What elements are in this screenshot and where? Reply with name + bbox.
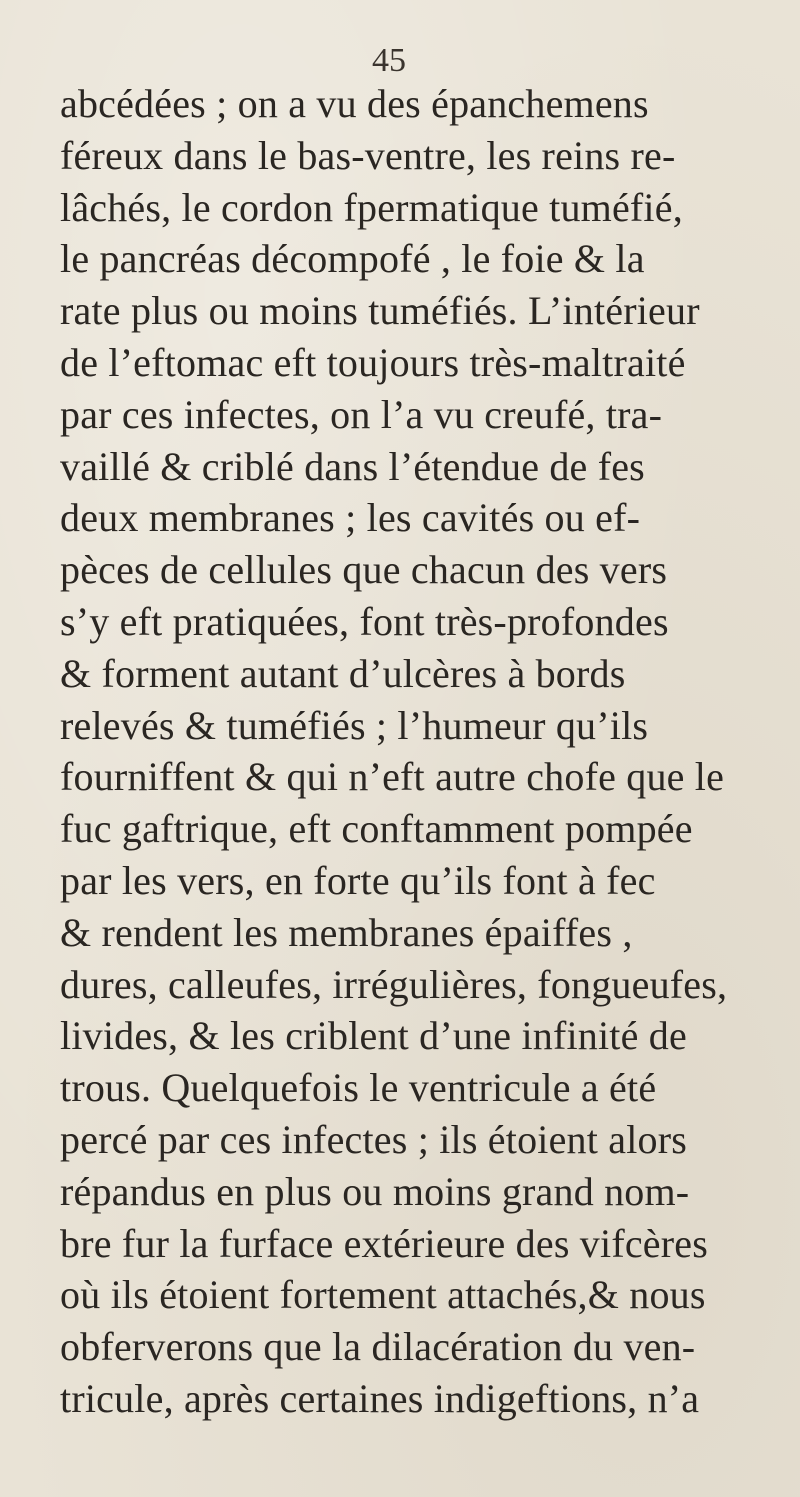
text-line: dures, calleufes, irrégulières, fongueufes, [60, 961, 728, 1007]
text-line: & forment autant d’ulcères à bords [60, 650, 626, 696]
page-number: 45 [372, 42, 406, 79]
text-line: répandus en plus ou moins grand nom- [60, 1168, 690, 1214]
text-line: obferverons que la dilacération du ven- [60, 1324, 696, 1370]
text-line: bre fur la furface extérieure des vifcères [60, 1220, 708, 1266]
text-line: le pancréas décompofé , le foie & la [60, 236, 645, 282]
text-line: fuc gaftrique, eft conftamment pompée [60, 806, 693, 852]
text-line: féreux dans le bas-ventre, les reins re- [60, 132, 676, 178]
text-line: vaillé & criblé dans l’étendue de fes [60, 443, 645, 489]
text-line: de l’eftomac eft toujours très-maltraité [60, 339, 686, 385]
text-line: relevés & tuméfiés ; l’humeur qu’ils [60, 702, 649, 748]
text-line: lâchés, le cordon fpermatique tuméfié, [60, 184, 683, 230]
text-line: livides, & les criblent d’une infinité de [60, 1013, 687, 1059]
body-text [60, 78, 760, 1425]
text-line: où ils étoient fortement attachés,& nous [60, 1272, 706, 1318]
text-line: s’y eft pratiquées, font très-profondes [60, 598, 669, 644]
text-line: & rendent les membranes épaiffes , [60, 909, 633, 955]
text-line: pèces de cellules que chacun des vers [60, 547, 668, 593]
text-line: tricule, après certaines indigeftions, n’a [60, 1375, 700, 1421]
text-line: par ces infectes, on l’a vu creufé, tra- [60, 391, 663, 437]
text-line: rate plus ou moins tuméfiés. L’intérieur [60, 288, 700, 334]
text-line: fourniffent & qui n’eft autre chofe que le [60, 754, 725, 800]
text-line: abcédées ; on a vu des épanchemens [60, 81, 649, 126]
text-line: percé par ces infectes ; ils étoient alors [60, 1116, 688, 1162]
text-line: par les vers, en forte qu’ils font à fec [60, 857, 656, 903]
text-line: trous. Quelquefois le ventricule a été [60, 1065, 657, 1111]
text-line: deux membranes ; les cavités ou ef- [60, 495, 641, 541]
